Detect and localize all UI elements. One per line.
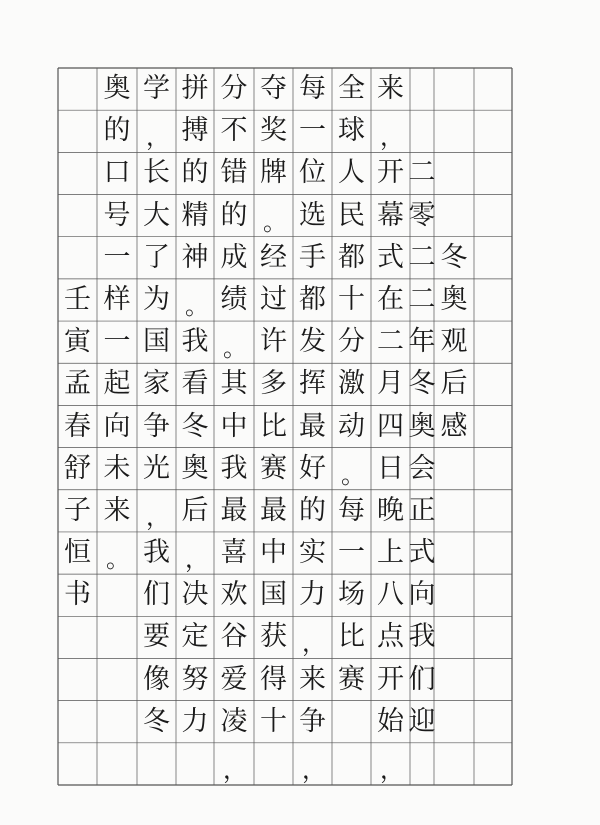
handwritten-character: 都 [299, 283, 326, 315]
handwritten-character: ， [146, 123, 170, 152]
handwritten-character: 凌 [220, 705, 248, 737]
handwritten-character: 得 [260, 663, 287, 695]
handwritten-character: 冬 [408, 368, 436, 400]
handwritten-character: 爱 [220, 663, 248, 695]
handwritten-character: 中 [220, 410, 248, 442]
handwritten-character: ， [185, 545, 209, 574]
handwritten-character: 国 [143, 326, 170, 358]
handwritten-character: 搏 [181, 115, 209, 147]
handwritten-character: 争 [299, 705, 326, 737]
handwritten-character: 壬 [64, 283, 91, 315]
handwritten-character: 们 [408, 663, 436, 695]
handwritten-character: 好 [299, 452, 326, 484]
handwritten-character: 。 [263, 207, 287, 236]
handwritten-character: 十 [260, 705, 287, 737]
handwritten-character: 晚 [377, 494, 404, 526]
handwritten-character: 绩 [220, 283, 248, 315]
handwritten-character: ， [380, 123, 404, 152]
handwritten-character: 像 [143, 663, 170, 695]
handwritten-character: 式 [408, 537, 436, 569]
handwritten-character: 看 [181, 368, 209, 400]
handwritten-character: 大 [143, 199, 170, 231]
handwritten-character: 。 [185, 291, 209, 320]
handwritten-character: 球 [338, 115, 365, 147]
handwritten-character: 十 [338, 283, 365, 315]
handwritten-character: 迎 [408, 705, 436, 737]
handwritten-character: 后 [181, 494, 209, 526]
handwritten-character: 的 [299, 494, 326, 526]
handwritten-character: 零 [408, 199, 436, 231]
handwritten-character: 定 [181, 621, 209, 653]
handwritten-character: 每 [338, 494, 365, 526]
handwritten-character: 奥 [181, 452, 209, 484]
handwritten-character: 发 [299, 326, 326, 358]
handwritten-character: 努 [181, 663, 209, 695]
handwritten-character: 日 [377, 452, 404, 484]
handwritten-character: 争 [143, 410, 170, 442]
handwritten-character: 八 [377, 579, 404, 611]
handwritten-character: 我 [408, 621, 436, 653]
handwritten-character: 点 [377, 621, 404, 653]
handwritten-character: 力 [299, 579, 326, 611]
handwritten-character: 。 [223, 334, 247, 363]
handwritten-character: 一 [299, 115, 326, 147]
handwritten-character: 。 [341, 460, 365, 489]
handwritten-character: 向 [103, 410, 131, 442]
handwritten-character: 未 [103, 452, 131, 484]
handwritten-character: 始 [377, 705, 404, 737]
handwritten-character: 冬 [440, 241, 468, 273]
handwritten-character: 一 [338, 537, 365, 569]
handwritten-character: 后 [440, 368, 468, 400]
handwritten-character: 上 [377, 537, 404, 569]
handwritten-character: 一 [103, 326, 131, 358]
handwritten-character: 来 [103, 494, 131, 526]
handwritten-character: 比 [338, 621, 365, 653]
handwritten-character: ， [223, 755, 247, 784]
handwritten-character: 幕 [377, 199, 404, 231]
handwritten-character: 决 [181, 579, 209, 611]
handwritten-character: 赛 [260, 452, 287, 484]
handwritten-character: 不 [220, 115, 248, 147]
handwritten-character: 的 [103, 115, 131, 147]
handwritten-character: 恒 [64, 537, 91, 569]
handwritten-character: 位 [299, 157, 326, 189]
handwritten-character: 我 [143, 537, 170, 569]
handwritten-character: 二 [408, 157, 436, 189]
handwritten-character: 牌 [260, 157, 287, 189]
handwritten-character: 国 [260, 579, 287, 611]
handwritten-character: 分 [338, 326, 365, 358]
handwritten-character: 样 [103, 283, 131, 315]
handwritten-character: 动 [338, 410, 365, 442]
handwritten-character: 奥 [440, 283, 468, 315]
handwritten-character: 激 [338, 368, 365, 400]
handwritten-character: 学 [143, 73, 170, 105]
handwritten-character: 口 [103, 157, 131, 189]
handwritten-character: 成 [220, 241, 248, 273]
handwritten-character: 奥 [103, 73, 131, 105]
handwritten-character: 们 [143, 579, 170, 611]
handwritten-character: 。 [106, 545, 130, 574]
handwritten-character: 拼 [181, 73, 209, 105]
handwritten-character: 年 [408, 326, 436, 358]
handwritten-character: 实 [299, 537, 326, 569]
handwritten-character: 春 [64, 410, 91, 442]
handwritten-character: 起 [103, 368, 131, 400]
handwritten-character: 选 [299, 199, 326, 231]
handwritten-character: 为 [143, 283, 170, 315]
handwritten-character: 四 [377, 410, 404, 442]
handwritten-character: 挥 [299, 368, 326, 400]
handwritten-character: 二 [408, 283, 436, 315]
handwritten-character: ， [302, 755, 326, 784]
handwritten-character: 赛 [338, 663, 365, 695]
handwritten-character: 都 [338, 241, 365, 273]
handwritten-character: 向 [408, 579, 436, 611]
handwritten-character: 喜 [220, 537, 248, 569]
handwritten-character: ， [380, 755, 404, 784]
handwritten-character: 手 [299, 241, 326, 273]
handwritten-character: 奥 [408, 410, 436, 442]
handwritten-character: 最 [299, 410, 326, 442]
handwritten-character: 书 [64, 579, 91, 611]
handwritten-character: 比 [260, 410, 287, 442]
handwritten-character: 错 [220, 157, 248, 189]
handwritten-character: 多 [260, 368, 287, 400]
handwritten-character: 的 [220, 199, 248, 231]
handwritten-character: 寅 [64, 326, 91, 358]
handwritten-character: 子 [64, 494, 91, 526]
handwritten-character: 家 [143, 368, 170, 400]
handwritten-character: 来 [299, 663, 326, 695]
handwritten-character: ， [302, 629, 326, 658]
handwritten-character: 感 [440, 410, 468, 442]
handwritten-character: 要 [143, 621, 170, 653]
handwritten-character: 的 [181, 157, 209, 189]
handwritten-character: 开 [377, 663, 404, 695]
handwritten-character: 最 [260, 494, 287, 526]
handwritten-character: 获 [260, 621, 287, 653]
handwritten-character: 观 [440, 326, 468, 358]
handwritten-character: 二 [377, 326, 404, 358]
handwritten-character: 月 [377, 368, 404, 400]
handwritten-character: 全 [338, 73, 365, 105]
handwritten-character: 会 [408, 452, 436, 484]
handwritten-character: 每 [299, 73, 326, 105]
handwritten-character: 民 [338, 199, 365, 231]
handwritten-character: 过 [260, 283, 287, 315]
handwritten-character: 冬 [181, 410, 209, 442]
handwritten-character: 力 [181, 705, 209, 737]
handwritten-character: 谷 [220, 621, 248, 653]
handwritten-character: 其 [220, 368, 248, 400]
handwritten-character: 经 [260, 241, 287, 273]
handwritten-character: 冬 [143, 705, 170, 737]
handwritten-character: 了 [143, 241, 170, 273]
handwritten-character: 我 [220, 452, 248, 484]
handwritten-character: 来 [377, 73, 404, 105]
handwritten-character: 在 [377, 283, 404, 315]
handwritten-character: 夺 [260, 73, 287, 105]
handwritten-character: 奖 [260, 115, 287, 147]
handwritten-character: 二 [408, 241, 436, 273]
handwritten-character: 式 [377, 241, 404, 273]
handwritten-character: 长 [143, 157, 170, 189]
handwritten-character: 最 [220, 494, 248, 526]
handwritten-character: 分 [220, 73, 248, 105]
handwritten-character: 人 [338, 157, 365, 189]
handwritten-character: 许 [260, 326, 287, 358]
handwritten-character: 号 [103, 199, 131, 231]
handwritten-character: 欢 [220, 579, 248, 611]
handwritten-character: 中 [260, 537, 287, 569]
handwritten-character: 我 [181, 326, 209, 358]
handwritten-character: 一 [103, 241, 131, 273]
handwritten-character: 舒 [64, 452, 91, 484]
handwritten-character: 开 [377, 157, 404, 189]
handwritten-character: 光 [143, 452, 170, 484]
handwritten-character: ， [146, 502, 170, 531]
handwritten-character: 精 [181, 199, 209, 231]
handwritten-character: 孟 [64, 368, 91, 400]
handwritten-character: 正 [408, 494, 436, 526]
handwritten-character: 神 [181, 241, 209, 273]
handwritten-character: 场 [338, 579, 365, 611]
